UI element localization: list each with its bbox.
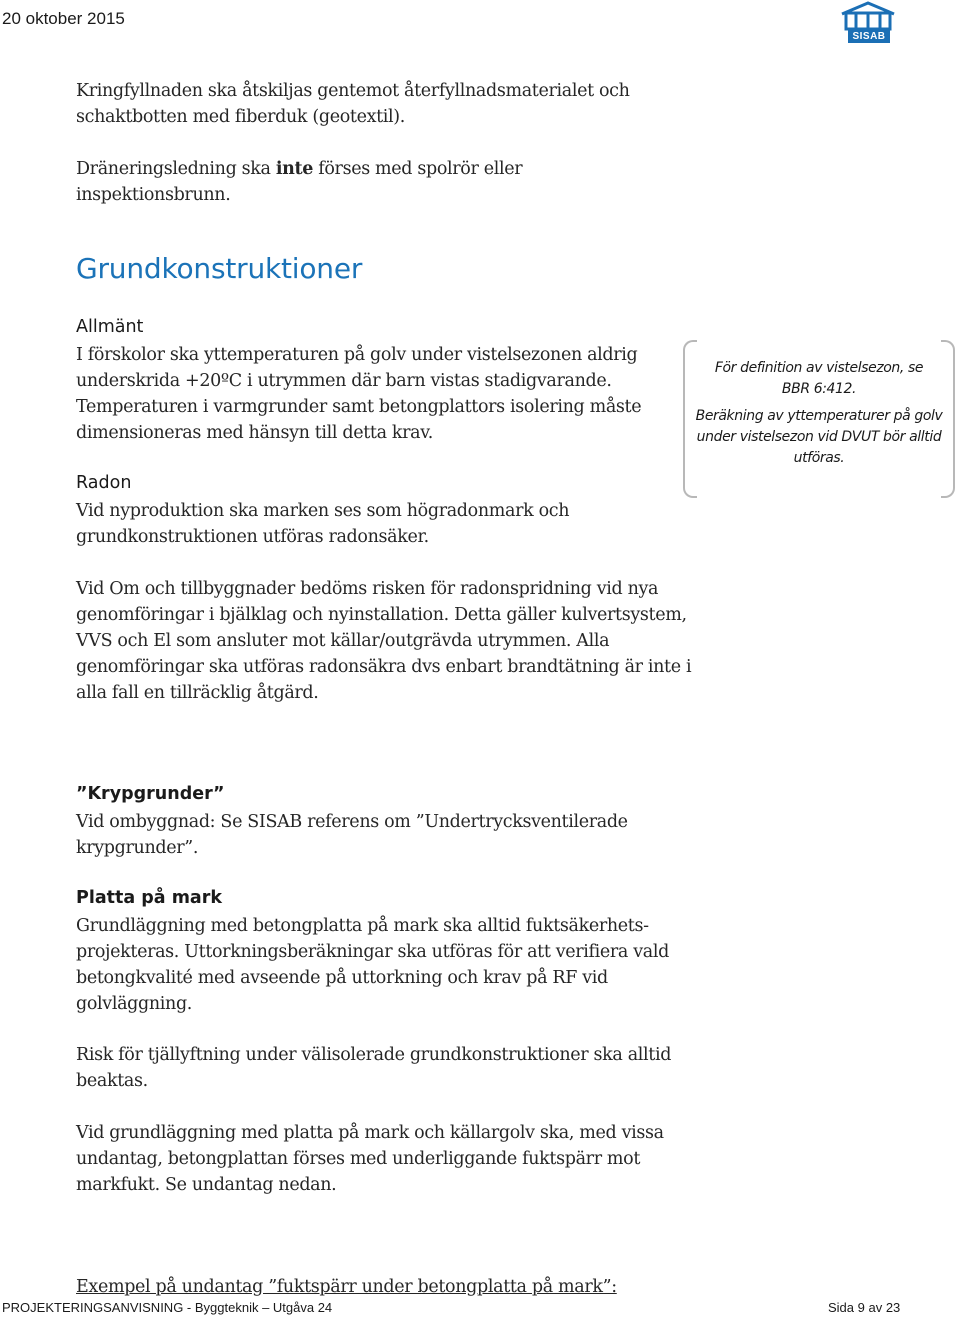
platta-text-1: Grundläggning med betongplatta på mark ska alltid fuktsäkerhets-projekteras. Uttorkningsberäkningar ska utföras för att verifiera vald betongkvalité med avseende på uttorkning och krav på RF vid golvläggning. [76,916,669,1014]
platta-text-2: Risk för tjällyftning under välisolerade grundkonstruktioner ska alltid beaktas. [76,1045,672,1091]
heading-allmant: Allmänt [76,317,144,337]
intro-paragraph-2 [76,156,556,208]
heading-radon: Radon [76,473,132,493]
intro-paragraph-1: Kringfyllnaden ska åtskiljas gentemot återfyllnadsmaterialet och schaktbotten med fiberduk (geotextil). [76,81,630,127]
footer-page-number: Sida 9 av 23 [828,1300,901,1315]
logo-text: SISAB [848,30,890,43]
radon-text-2: Vid Om och tillbyggnader bedöms risken för radonspridning vid nya genomföringar i bjälklag och nyinstallation. Detta gäller kulvertsystem, VVS och El som ansluter mot källar/outgrävda utrymmen. Alla genomföringar ska utföras radonsäkra dvs enbart brandtätning är inte i alla fall en tillräcklig åtgärd. [76,579,692,703]
intro-p2-bold: inte [275,159,314,179]
footer-document-title: PROJEKTERINGSANVISNING - Byggteknik – Utgåva 24 [2,1300,333,1315]
krypgrunder-text: Vid ombyggnad: Se SISAB referens om ”Undertrycksventilerade krypgrunder”. [76,812,628,858]
main-content [76,78,696,208]
side-note-box [683,340,955,490]
side-note-line-1: För definition av vistelsezon, se BBR 6:412. [714,360,924,397]
radon-text: Vid nyproduktion ska marken ses som högradonmark och grundkonstruktionen utföras radonsäker. [76,501,570,547]
example-heading: Exempel på undantag ”fuktspärr under betongplatta på mark”: [76,1277,617,1297]
heading-krypgrunder: ”Krypgrunder” [76,784,225,804]
header-date: 20 oktober 2015 [2,9,125,28]
allmant-text: I förskolor ska yttemperaturen på golv under vistelsezonen aldrig underskrida +20ºC i utrymmen där barn vistas stadigvarande. Temperaturen i varmgrunder samt betongplattors isolering måste dimensioneras med hänsyn till detta krav. [76,345,642,443]
heading-platta-pa-mark: Platta på mark [76,888,223,908]
side-note-line-2: Beräkning av yttemperaturer på golv under vistelsezon vid DVUT bör alltid utföras. [695,408,943,466]
intro-p2-before: Dräneringsledning ska [76,159,276,179]
section-title-grundkonstruktioner: Grundkonstruktioner [76,252,363,285]
side-note-text [693,358,945,469]
intro-p2-after: förses med spolrör eller inspektionsbrunn. [76,159,523,205]
platta-text-3: Vid grundläggning med platta på mark och källargolv ska, med vissa undantag, betongplattan förses med underliggande fuktspärr mot markfukt. Se undantag nedan. [76,1123,664,1195]
